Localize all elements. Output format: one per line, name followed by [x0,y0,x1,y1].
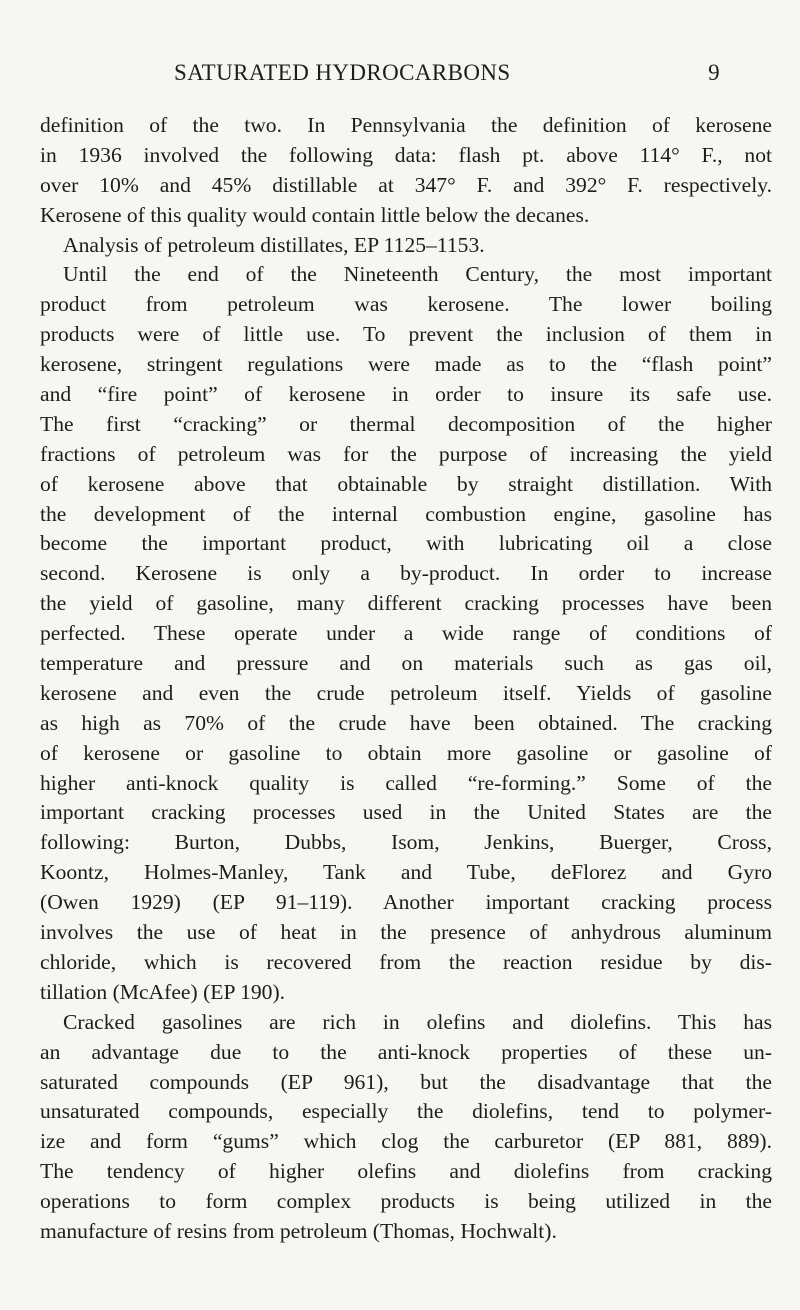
text-line: ize and form “gums” which clog the carburetor (EP 881, 889). [40,1129,772,1154]
text-line: manufacture of resins from petroleum (Thomas, Hochwalt). [40,1218,557,1243]
text-line: the development of the internal combustion engine, gasoline has [40,501,772,526]
text-line: the yield of gasoline, many different cracking processes have been [40,591,772,616]
text-line: fractions of petroleum was for the purpose of increasing the yield [40,441,772,466]
text-line: The first “cracking” or thermal decomposition of the higher [40,411,772,436]
text-line: chloride, which is recovered from the reaction residue by dis- [40,949,772,974]
running-header [174,60,720,94]
text-line: as high as 70% of the crude have been obtained. The cracking [40,710,772,735]
text-line: Koontz, Holmes-Manley, Tank and Tube, deFlorez and Gyro [40,860,772,885]
text-line: second. Kerosene is only a by-product. In order to increase [40,561,772,586]
body-text [40,111,772,1247]
text-line: unsaturated compounds, especially the diolefins, tend to polymer- [40,1099,772,1124]
text-line: Kerosene of this quality would contain little below the decanes. [40,202,590,227]
text-line: The tendency of higher olefins and diolefins from cracking [40,1159,772,1184]
text-line: an advantage due to the anti-knock properties of these un- [40,1039,772,1064]
text-line: involves the use of heat in the presence of anhydrous aluminum [40,920,772,945]
text-line: in 1936 involved the following data: flash pt. above 114° F., not [40,142,772,167]
text-line: Cracked gasolines are rich in olefins and diolefins. This has [63,1009,772,1034]
text-line: temperature and pressure and on materials such as gas oil, [40,651,772,676]
text-line: tillation (McAfee) (EP 190). [40,979,286,1004]
text-line: of kerosene or gasoline to obtain more gasoline or gasoline of [40,740,772,765]
text-line: (Owen 1929) (EP 91–119). Another important cracking process [40,890,772,915]
text-line: important cracking processes used in the United States are the [40,800,772,825]
running-title: SATURATED HYDROCARBONS [174,60,511,85]
text-line: and “fire point” of kerosene in order to insure its safe use. [40,382,772,407]
text-line: Analysis of petroleum distillates, EP 1125–1153. [63,232,485,257]
text-line: of kerosene above that obtainable by straight distillation. With [40,471,772,496]
page-number: 9 [708,60,720,85]
text-line: kerosene, stringent regulations were made as to the “flash point” [40,352,772,377]
text-line: operations to form complex products is being utilized in the [40,1189,772,1214]
text-line: definition of the two. In Pennsylvania the definition of kerosene [40,113,772,137]
text-line: become the important product, with lubricating oil a close [40,531,772,556]
text-line: following: Burton, Dubbs, Isom, Jenkins, Buerger, Cross, [40,830,772,855]
text-line: product from petroleum was kerosene. The lower boiling [40,292,772,317]
text-line: over 10% and 45% distillable at 347° F. and 392° F. respectively. [40,172,772,197]
text-line: kerosene and even the crude petroleum itself. Yields of gasoline [40,680,772,705]
text-line: Until the end of the Nineteenth Century, the most important [63,262,772,287]
text-line: saturated compounds (EP 961), but the disadvantage that the [40,1069,772,1094]
text-line: higher anti-knock quality is called “re-forming.” Some of the [40,770,772,795]
text-line: products were of little use. To prevent the inclusion of them in [40,322,772,347]
text-line: perfected. These operate under a wide range of conditions of [40,621,772,646]
